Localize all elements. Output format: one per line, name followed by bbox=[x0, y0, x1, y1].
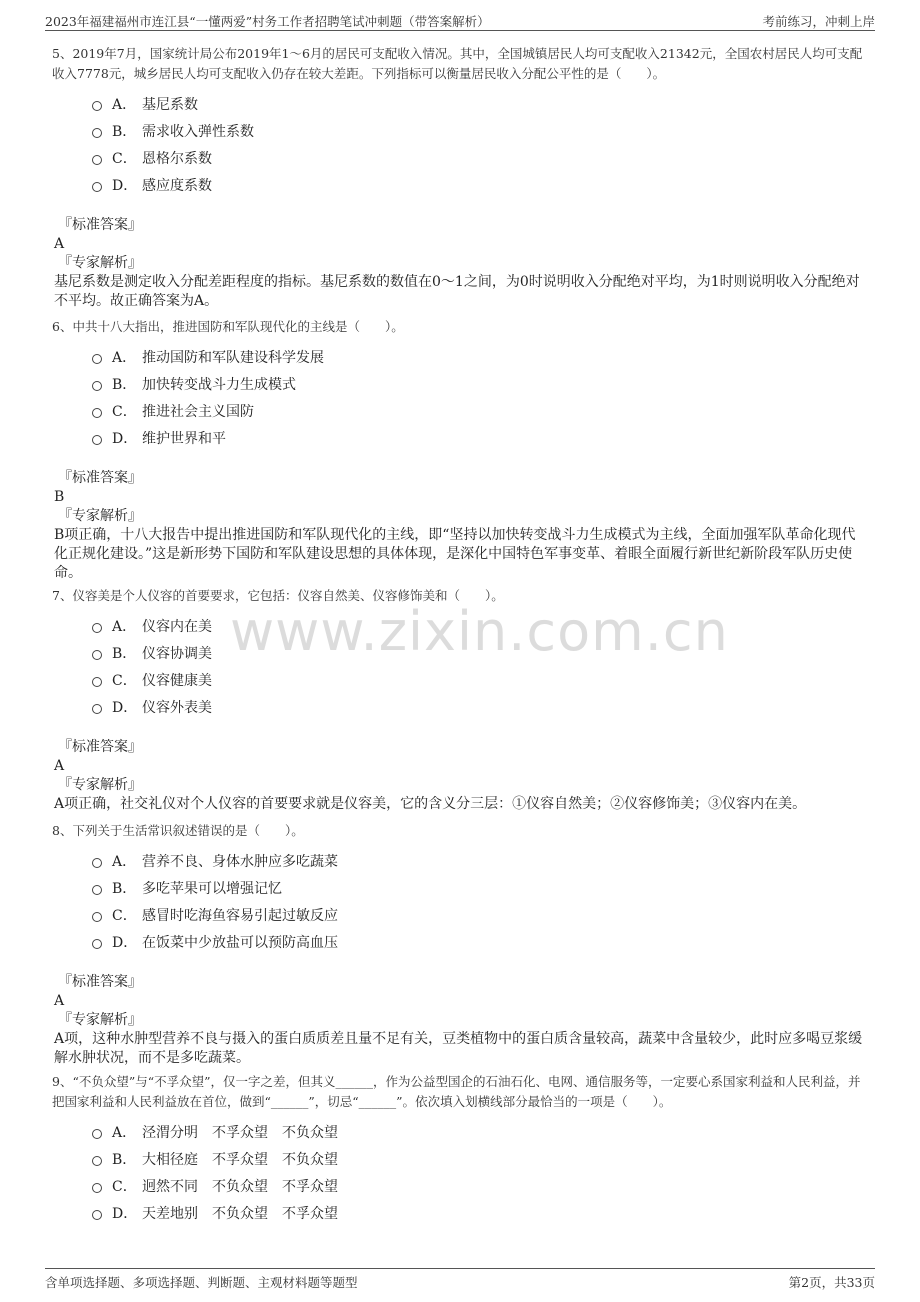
explanation: A项正确，社交礼仪对个人仪容的首要要求就是仪容美，它的含义分三层：①仪容自然美；②仪容修饰美；③仪容内在美。 bbox=[54, 796, 807, 812]
question-9 bbox=[52, 1072, 872, 1226]
radio-icon[interactable] bbox=[92, 101, 102, 111]
option-b[interactable]: B． 加快转变战斗力生成模式 bbox=[92, 370, 872, 397]
radio-icon[interactable] bbox=[92, 435, 102, 445]
radio-icon[interactable] bbox=[92, 704, 102, 714]
option-d[interactable]: D． 天差地别 不负众望 不孚众望 bbox=[92, 1199, 872, 1226]
option-d[interactable]: D． 感应度系数 bbox=[92, 171, 872, 198]
explain-tag: 『专家解析』 bbox=[58, 255, 142, 271]
watermark: www.zixin.com.cn bbox=[230, 600, 729, 663]
header-slogan: 考前练习，冲刺上岸 bbox=[762, 14, 875, 29]
radio-icon[interactable] bbox=[92, 1129, 102, 1139]
question-7 bbox=[52, 586, 872, 814]
option-b[interactable]: B． 仪容协调美 bbox=[92, 639, 872, 666]
question-stem: 5、2019年7月，国家统计局公布2019年1～6月的居民可支配收入情况。其中，全国城镇居民人均可支配收入21342元，全国农村居民人均可支配收入7778元，城乡居民人均可支配收入仍存在较大差距。下列指标可以衡量居民收入分配公平性的是（ ）。 bbox=[52, 46, 863, 81]
radio-icon[interactable] bbox=[92, 623, 102, 633]
radio-icon[interactable] bbox=[92, 408, 102, 418]
option-b[interactable]: B． 需求收入弹性系数 bbox=[92, 117, 872, 144]
option-list bbox=[92, 1118, 872, 1226]
question-8 bbox=[52, 821, 872, 1068]
footer-note: 含单项选择题、多项选择题、判断题、主观材料题等题型 bbox=[45, 1275, 358, 1290]
explanation: A项，这种水肿型营养不良与摄入的蛋白质质差且量不足有关，豆类植物中的蛋白质含量较高，蔬菜中含量较少，此时应多喝豆浆缓解水肿状况，而不是多吃蔬菜。 bbox=[54, 1031, 863, 1066]
option-list bbox=[92, 847, 872, 955]
option-c[interactable]: C． 感冒时吃海鱼容易引起过敏反应 bbox=[92, 901, 872, 928]
radio-icon[interactable] bbox=[92, 650, 102, 660]
answer-tag: 『标准答案』 bbox=[58, 470, 142, 486]
radio-icon[interactable] bbox=[92, 354, 102, 364]
option-a[interactable]: A． 基尼系数 bbox=[92, 90, 872, 117]
radio-icon[interactable] bbox=[92, 1183, 102, 1193]
document-title: 2023年福建福州市连江县“一懂两爱”村务工作者招聘笔试冲刺题（带答案解析） bbox=[45, 14, 490, 29]
option-c[interactable]: C． 仪容健康美 bbox=[92, 666, 872, 693]
explain-tag: 『专家解析』 bbox=[58, 1012, 142, 1028]
answer-block bbox=[52, 738, 872, 814]
radio-icon[interactable] bbox=[92, 858, 102, 868]
option-d[interactable]: D． 仪容外表美 bbox=[92, 693, 872, 720]
explain-tag: 『专家解析』 bbox=[58, 777, 142, 793]
option-list bbox=[92, 343, 872, 451]
answer-block bbox=[52, 216, 872, 311]
question-stem: 7、仪容美是个人仪容的首要要求，它包括：仪容自然美、仪容修饰美和（ ）。 bbox=[52, 588, 504, 603]
option-a[interactable]: A． 仪容内在美 bbox=[92, 612, 872, 639]
question-stem: 9、“不负众望”与“不孚众望”，仅一字之差，但其义______，作为公益型国企的石油石化、电网、通信服务等，一定要心系国家利益和人民利益，并把国家利益和人民利益放在首位，做到“______”，切忌“______”。依次填入划横线部分最恰当的一项是（ ）。 bbox=[52, 1074, 861, 1109]
option-b[interactable]: B． 多吃苹果可以增强记忆 bbox=[92, 874, 872, 901]
radio-icon[interactable] bbox=[92, 912, 102, 922]
option-d[interactable]: D． 在饭菜中少放盐可以预防高血压 bbox=[92, 928, 872, 955]
option-c[interactable]: C． 推进社会主义国防 bbox=[92, 397, 872, 424]
option-list bbox=[92, 90, 872, 198]
radio-icon[interactable] bbox=[92, 128, 102, 138]
option-a[interactable]: A． 推动国防和军队建设科学发展 bbox=[92, 343, 872, 370]
radio-icon[interactable] bbox=[92, 885, 102, 895]
radio-icon[interactable] bbox=[92, 1156, 102, 1166]
explain-tag: 『专家解析』 bbox=[58, 508, 142, 524]
question-6 bbox=[52, 317, 872, 583]
option-a[interactable]: A． 营养不良、身体水肿应多吃蔬菜 bbox=[92, 847, 872, 874]
radio-icon[interactable] bbox=[92, 677, 102, 687]
option-c[interactable]: C． 恩格尔系数 bbox=[92, 144, 872, 171]
option-list bbox=[92, 612, 872, 720]
option-d[interactable]: D． 维护世界和平 bbox=[92, 424, 872, 451]
answer-tag: 『标准答案』 bbox=[58, 217, 142, 233]
page-number: 第2页，共33页 bbox=[788, 1275, 875, 1290]
answer-value: A bbox=[54, 758, 65, 774]
radio-icon[interactable] bbox=[92, 1210, 102, 1220]
answer-block bbox=[52, 973, 872, 1068]
radio-icon[interactable] bbox=[92, 939, 102, 949]
question-stem: 6、中共十八大指出，推进国防和军队现代化的主线是（ ）。 bbox=[52, 319, 404, 334]
answer-value: A bbox=[54, 236, 65, 252]
question-5 bbox=[52, 44, 872, 311]
option-a[interactable]: A． 泾渭分明 不孚众望 不负众望 bbox=[92, 1118, 872, 1145]
explanation: B项正确，十八大报告中提出推进国防和军队现代化的主线，即“坚持以加快转变战斗力生成模式为主线，全面加强军队革命化现代化正规化建设。”这是新形势下国防和军队建设思想的具体体现，是深化中国特色军事变革、着眼全面履行新世纪新阶段军队历史使命。 bbox=[54, 527, 856, 581]
answer-value: A bbox=[54, 993, 65, 1009]
radio-icon[interactable] bbox=[92, 381, 102, 391]
answer-value: B bbox=[54, 489, 65, 505]
radio-icon[interactable] bbox=[92, 182, 102, 192]
answer-block bbox=[52, 469, 872, 583]
answer-tag: 『标准答案』 bbox=[58, 739, 142, 755]
option-c[interactable]: C． 迥然不同 不负众望 不孚众望 bbox=[92, 1172, 872, 1199]
option-b[interactable]: B． 大相径庭 不孚众望 不负众望 bbox=[92, 1145, 872, 1172]
question-stem: 8、下列关于生活常识叙述错误的是（ ）。 bbox=[52, 823, 304, 838]
answer-tag: 『标准答案』 bbox=[58, 974, 142, 990]
radio-icon[interactable] bbox=[92, 155, 102, 165]
page-header bbox=[45, 8, 875, 31]
explanation: 基尼系数是测定收入分配差距程度的指标。基尼系数的数值在0～1之间，为0时说明收入分配绝对平均，为1时则说明收入分配绝对不平均。故正确答案为A。 bbox=[54, 274, 860, 309]
page-footer bbox=[45, 1268, 875, 1295]
